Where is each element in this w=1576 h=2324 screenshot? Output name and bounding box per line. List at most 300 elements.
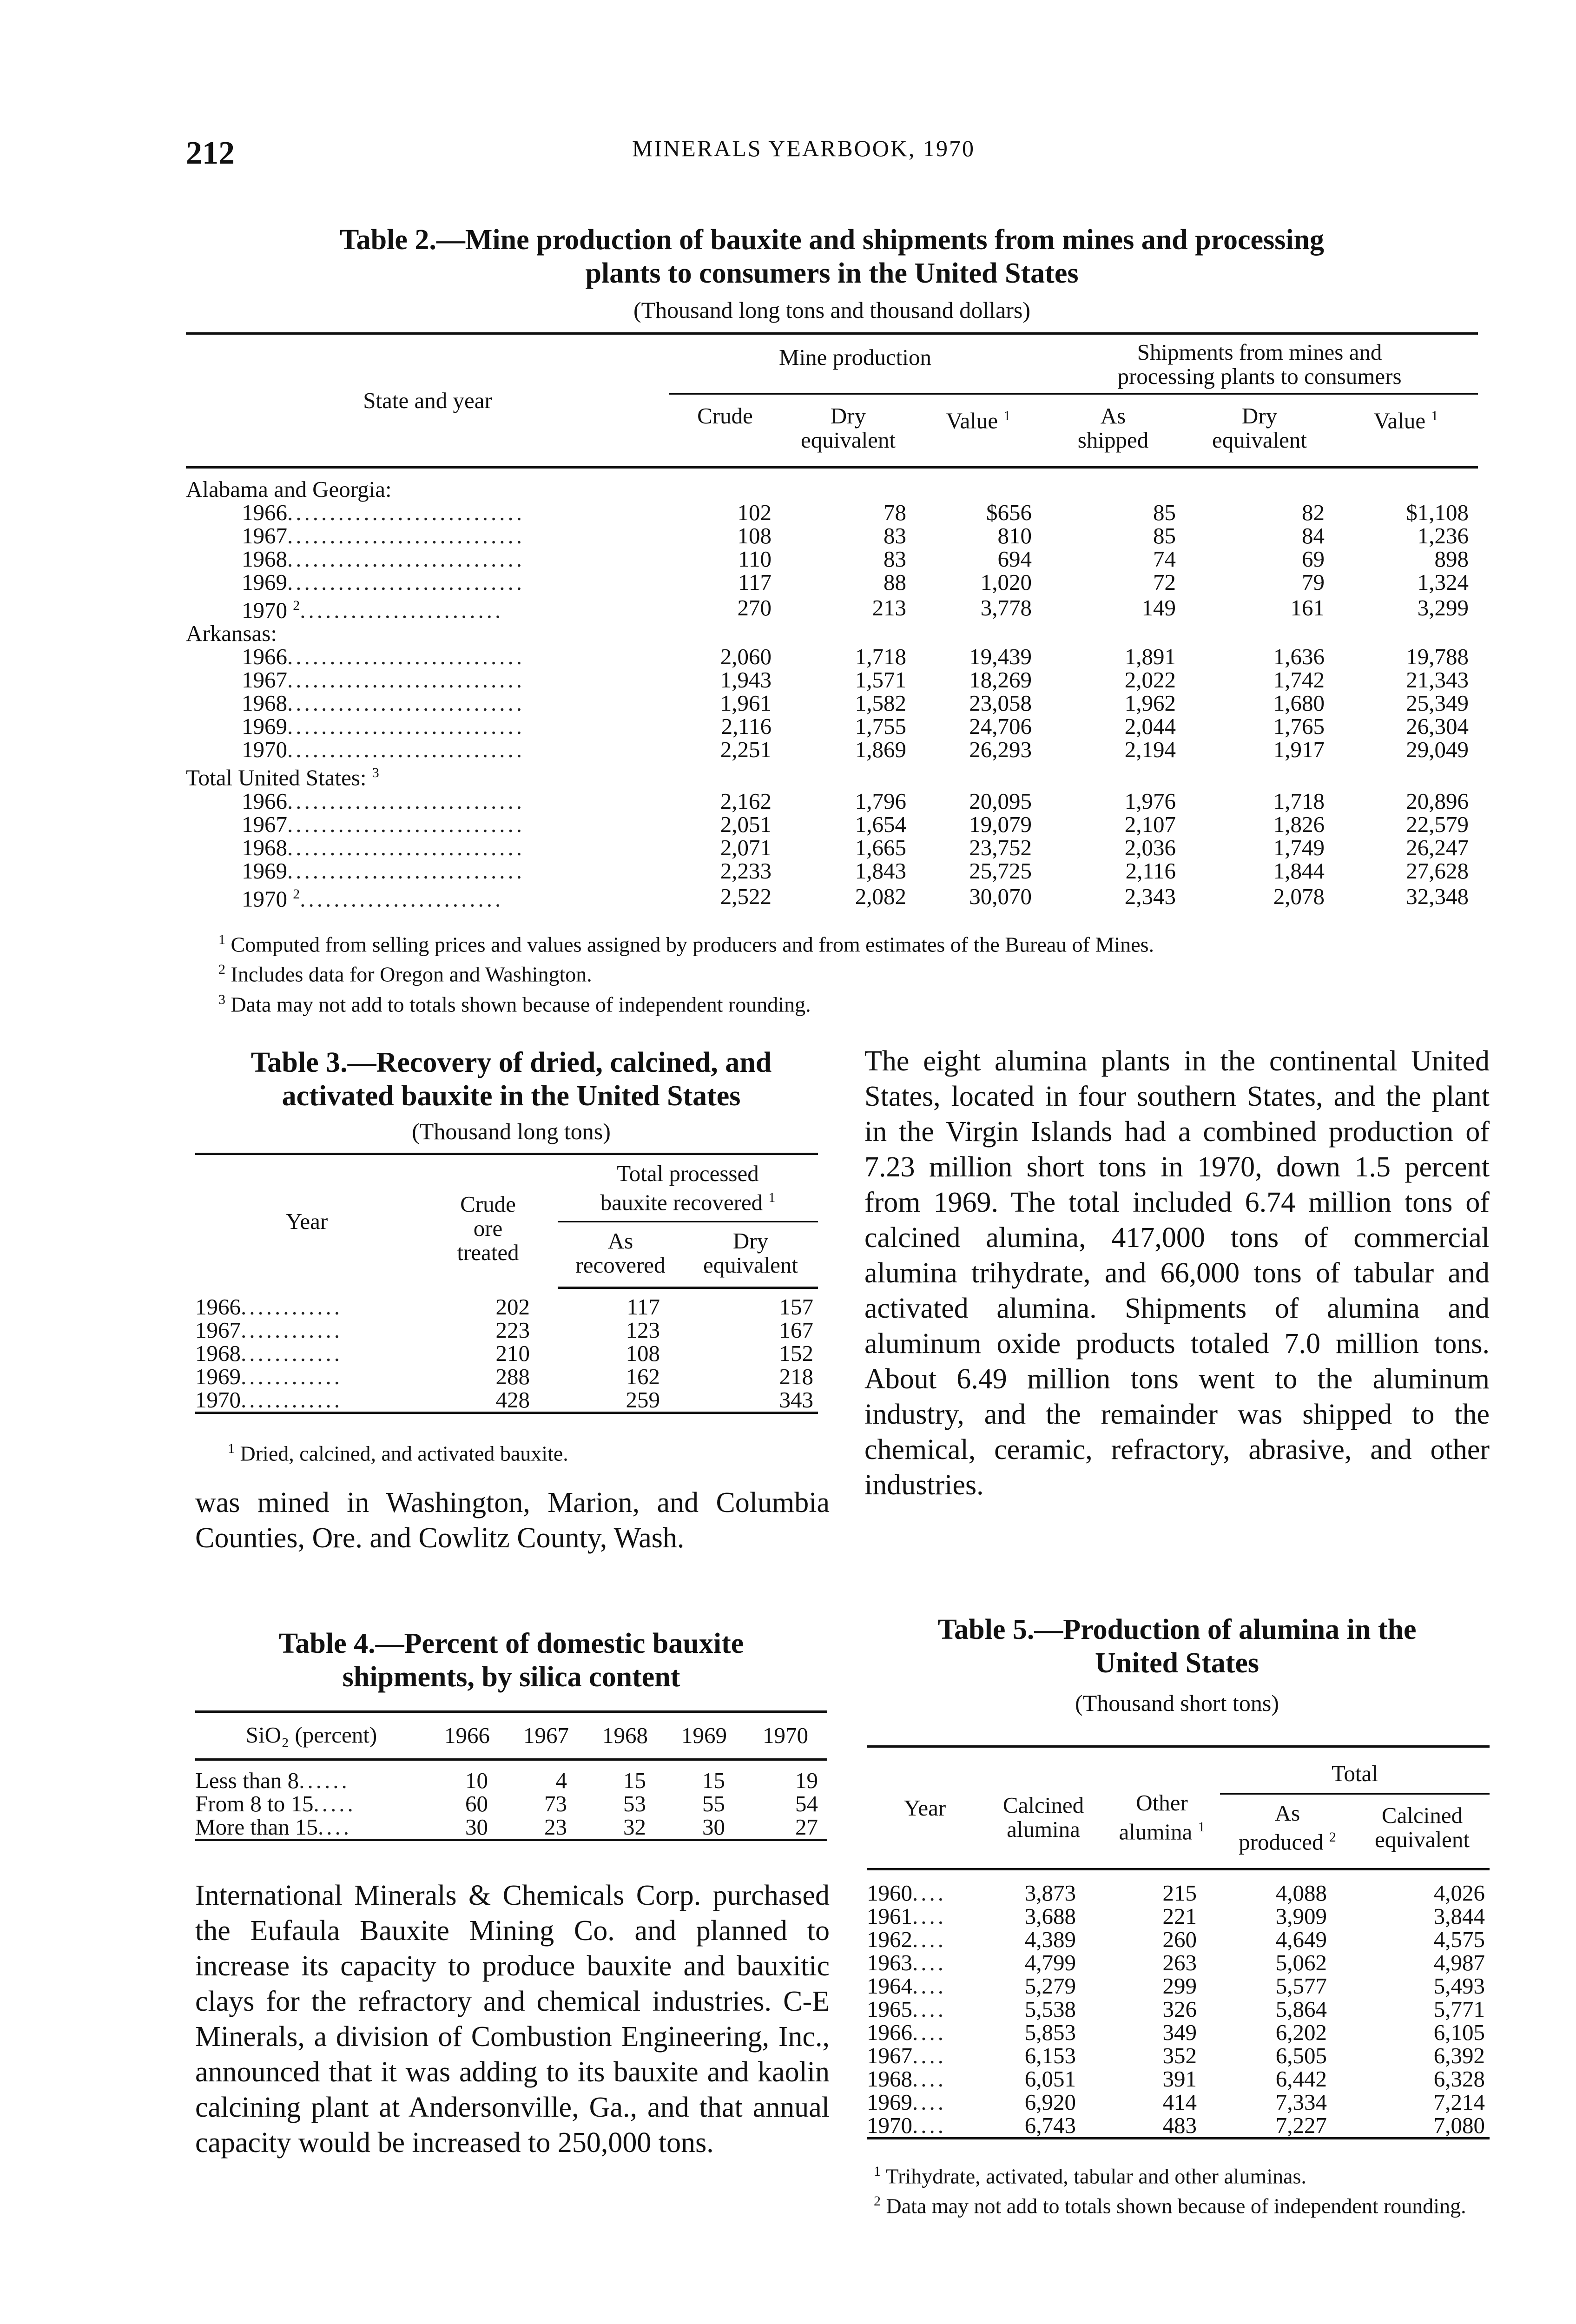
leader-dots: ........................ — [300, 885, 504, 911]
t2-year: 1968 — [242, 546, 287, 572]
t5-other: 326 — [1162, 1996, 1197, 2022]
t3-h-total: Total processed bauxite recovered $^1$ — [558, 1154, 818, 1222]
t2-dry: 1,869 — [855, 737, 906, 763]
t2-year-cell — [186, 813, 669, 836]
t5-other: 391 — [1162, 2066, 1197, 2092]
t2-crude: 2,233 — [720, 858, 772, 884]
table-row — [186, 715, 1478, 738]
leader-dots: .... — [912, 2020, 946, 2046]
t5-year: 1962 — [867, 1927, 912, 1953]
leader-dots: .... — [912, 1880, 946, 1906]
t5-h-calcined-eq: Calcined equivalent — [1374, 1802, 1470, 1853]
t2-dry: 213 — [872, 595, 906, 621]
t2-svalue: 3,299 — [1417, 595, 1469, 621]
t5-calcined-eq: 7,214 — [1433, 2089, 1485, 2115]
t5-year: 1960 — [867, 1880, 912, 1906]
t4-val: 55 — [702, 1791, 725, 1816]
t5-as-produced: 3,909 — [1275, 1903, 1327, 1929]
table-row — [186, 883, 1478, 911]
t2-group-label — [186, 622, 1478, 645]
table-row — [195, 1342, 818, 1365]
t2-sdry: 79 — [1302, 569, 1325, 595]
leader-dots: .... — [912, 2113, 946, 2139]
t2-svalue: 32,348 — [1406, 883, 1469, 909]
t4-label: From 8 to 15 — [195, 1791, 314, 1816]
t2-value: 23,752 — [969, 834, 1032, 860]
t4-label-cell — [195, 1792, 428, 1816]
t2-year-sup: 2 — [293, 598, 300, 613]
t2-as: 2,116 — [1125, 858, 1176, 884]
table-row — [195, 1760, 827, 1793]
t5-as-produced: 5,864 — [1275, 1996, 1327, 2022]
t3-year: 1968 — [195, 1340, 241, 1366]
t2-year-cell — [186, 668, 669, 692]
t2-as: 85 — [1153, 500, 1176, 525]
t5-other: 263 — [1162, 1950, 1197, 1976]
t3-dry: 218 — [779, 1363, 813, 1389]
t2-as: 2,194 — [1124, 737, 1176, 763]
text-right-1: The eight alumina plants in the continental United States, located in four southern States, and the plant in the Virgin Islands had a combined production of 7.23 million short tons in 1970, down 1.5 percent from 1969. The total included 6.74 million tons of calcined alumina, 417,000 tons of commercial alumina trihydrate, and 66,000 tons of tabular and activated alumina. Shipments of alumina and aluminum oxide products totaled 7.0 million tons. About 6.49 million tons went to the aluminum industry, and the remainder was shipped to the chemical, ceramic, refractory, abrasive, and other industries. — [864, 1045, 1490, 1501]
table2-grid — [186, 332, 1478, 911]
t4-label: Less than 8 — [195, 1768, 299, 1793]
t2-sdry: 1,680 — [1273, 690, 1325, 716]
t2-h-ship-value: Value $^1$ — [1373, 408, 1438, 434]
t2-value: 694 — [997, 546, 1032, 572]
t2-crude: 2,051 — [720, 811, 772, 837]
t2-h-crude: Crude — [697, 403, 753, 429]
t5-calcined: 5,279 — [1024, 1973, 1076, 1999]
leader-dots: .... — [912, 2043, 946, 2069]
t2-svalue: $1,108 — [1406, 500, 1469, 525]
t5-as-produced: 5,577 — [1275, 1973, 1327, 1999]
t5-calcined-eq: 6,328 — [1433, 2066, 1485, 2092]
t3-crude: 210 — [495, 1340, 530, 1366]
t2-dry: 1,843 — [855, 858, 906, 884]
page-number: 212 — [186, 135, 235, 171]
t2-crude: 270 — [737, 595, 772, 621]
t5-h-total: Total — [1220, 1747, 1490, 1794]
leader-dots: ............................ — [287, 788, 525, 814]
t2-year: 1967 — [242, 523, 287, 548]
t3-body — [195, 1288, 818, 1413]
t2-crude: 2,522 — [720, 883, 772, 909]
table-row — [195, 1288, 818, 1319]
t5-as-produced: 4,649 — [1275, 1927, 1327, 1953]
t5-calcined-eq: 7,080 — [1433, 2113, 1485, 2139]
t4-h-sio2: SiO₂ (percent) — [245, 1722, 377, 1748]
table-row — [195, 1816, 827, 1840]
t2-value: 810 — [997, 523, 1032, 548]
t5-h-year: Year — [903, 1795, 946, 1821]
t5-year-cell — [867, 2067, 983, 2091]
t2-sdry: 1,742 — [1273, 667, 1325, 693]
t2-year: 1969 — [242, 569, 287, 595]
t2-year-cell — [186, 571, 669, 594]
t4-h-year: 1970 — [763, 1723, 808, 1748]
t2-value: 30,070 — [969, 883, 1032, 909]
table5-subtitle: (Thousand short tons) — [1075, 1690, 1279, 1716]
t2-crude: 1,961 — [720, 690, 772, 716]
t2-group-row — [186, 761, 1478, 789]
t2-h-as-shipped: As shipped — [1077, 403, 1149, 453]
t5-year-cell — [867, 2044, 983, 2067]
t2-group-name: Arkansas: — [186, 621, 277, 647]
t5-calcined-eq: 4,026 — [1433, 1880, 1485, 1906]
t2-body — [186, 468, 1478, 911]
t5-year-cell — [867, 1974, 983, 1998]
t2-col-stub: State and year — [363, 387, 492, 413]
leader-dots: .... — [912, 1950, 946, 1976]
t2-sdry: 161 — [1290, 595, 1325, 621]
t5-calcined: 6,920 — [1024, 2089, 1076, 2115]
table-row — [186, 594, 1478, 622]
t2-footnote-3: $^3$ Data may not add to totals shown because of independent rounding. — [218, 991, 811, 1016]
t4-val: 19 — [795, 1768, 818, 1793]
leader-dots: .... — [912, 1903, 946, 1929]
t4-h-year: 1967 — [523, 1723, 569, 1748]
text-left-1: was mined in Washington, Marion, and Columbia Counties, Ore. and Cowlitz County, Wash. — [195, 1487, 830, 1554]
t2-as: 1,976 — [1124, 788, 1176, 814]
t3-year: 1966 — [195, 1294, 241, 1320]
t4-val: 23 — [544, 1814, 567, 1840]
table-row — [867, 2114, 1490, 2139]
table-row — [186, 548, 1478, 571]
table3-title: Table 3.—Recovery of dried, calcined, and activated bauxite in the United States — [251, 1047, 772, 1112]
t3-as: 123 — [626, 1317, 660, 1343]
t2-as: 2,022 — [1124, 667, 1176, 693]
table-row — [186, 501, 1478, 524]
t2-group-sup: 3 — [372, 765, 379, 781]
t3-year: 1970 — [195, 1386, 241, 1413]
table-row — [186, 668, 1478, 692]
t2-value: 23,058 — [969, 690, 1032, 716]
t2-svalue: 29,049 — [1406, 737, 1469, 763]
t3-crude: 428 — [495, 1386, 530, 1413]
t2-value: 19,079 — [969, 811, 1032, 837]
t3-year-cell — [195, 1342, 418, 1365]
t2-year-cell — [186, 883, 669, 911]
t2-crude: 2,162 — [720, 788, 772, 814]
leader-dots: ..... — [313, 1791, 356, 1816]
t5-year-cell — [867, 2091, 983, 2114]
t4-h-year: 1966 — [444, 1723, 490, 1748]
t2-svalue: 20,896 — [1406, 788, 1469, 814]
leader-dots: .... — [912, 2089, 946, 2115]
t5-calcined-eq: 5,493 — [1433, 1973, 1485, 1999]
t2-as: 2,107 — [1124, 811, 1176, 837]
leader-dots: ............................ — [287, 690, 525, 716]
t2-dry: 88 — [884, 569, 906, 595]
leader-dots: .... — [912, 1927, 946, 1953]
t2-sdry: 1,917 — [1273, 737, 1325, 763]
t5-footnote-2: $^2$ Data may not add to totals shown because of independent rounding. — [874, 2193, 1466, 2218]
t2-as: 149 — [1141, 595, 1176, 621]
t3-h-dry: Dry equivalent — [703, 1228, 798, 1278]
t4-val: 30 — [702, 1814, 725, 1840]
leader-dots: .... — [912, 1996, 946, 2022]
t5-as-produced: 5,062 — [1275, 1950, 1327, 1976]
running-head: MINERALS YEARBOOK, 1970 — [632, 135, 975, 161]
leader-dots: ........................ — [300, 597, 504, 623]
t2-group-label — [186, 761, 1478, 789]
t3-dry: 343 — [779, 1386, 813, 1413]
t2-svalue: 26,247 — [1406, 834, 1469, 860]
t3-footnote: $^1$ Dried, calcined, and activated bauxite. — [228, 1441, 568, 1466]
t4-val: 4 — [555, 1768, 567, 1793]
t2-svalue: 22,579 — [1406, 811, 1469, 837]
t2-year-cell — [186, 692, 669, 715]
t2-crude: 1,943 — [720, 667, 772, 693]
t2-dry: 83 — [884, 546, 906, 572]
t2-year-cell — [186, 790, 669, 813]
table-row — [186, 859, 1478, 883]
t5-as-produced: 7,334 — [1275, 2089, 1327, 2115]
t5-year: 1970 — [867, 2113, 912, 2139]
t4-body — [195, 1760, 827, 1840]
t2-dry: 1,582 — [855, 690, 906, 716]
t4-val: 27 — [795, 1814, 818, 1840]
t5-year-cell — [867, 1869, 983, 1905]
table-row — [186, 836, 1478, 859]
t2-sdry: 1,636 — [1273, 644, 1325, 670]
t2-h-value: Value $^1$ — [946, 408, 1011, 434]
t5-year: 1961 — [867, 1903, 912, 1929]
t5-year: 1968 — [867, 2066, 912, 2092]
t5-calcined: 6,051 — [1024, 2066, 1076, 2092]
t5-year-cell — [867, 2021, 983, 2044]
t2-dry: 1,665 — [855, 834, 906, 860]
t2-crude: 102 — [737, 500, 772, 525]
t3-h-year: Year — [285, 1208, 328, 1234]
table4-grid — [195, 1710, 827, 1841]
t2-year-sup: 2 — [293, 886, 300, 902]
t3-year-cell — [195, 1365, 418, 1388]
table-row — [186, 692, 1478, 715]
t2-dry: 2,082 — [855, 883, 906, 909]
t5-year: 1967 — [867, 2043, 912, 2069]
t5-year: 1965 — [867, 1996, 912, 2022]
t2-year: 1967 — [242, 667, 287, 693]
t2-year: 1968 — [242, 690, 287, 716]
t3-crude: 202 — [495, 1294, 530, 1320]
t2-sdry: 82 — [1302, 500, 1325, 525]
t2-year: 1967 — [242, 811, 287, 837]
t5-calcined: 3,688 — [1024, 1903, 1076, 1929]
leader-dots: ............................ — [287, 811, 525, 837]
t2-crude: 117 — [738, 569, 772, 595]
t5-calcined: 5,853 — [1024, 2020, 1076, 2046]
table-row — [867, 2044, 1490, 2067]
t2-svalue: 26,304 — [1406, 713, 1469, 739]
t2-value: 25,725 — [969, 858, 1032, 884]
t2-h-dry: Dry equivalent — [800, 403, 896, 453]
table-row — [867, 1951, 1490, 1974]
t5-year-cell — [867, 1905, 983, 1928]
t3-as: 259 — [626, 1386, 660, 1413]
t2-footnote-2: $^2$ Includes data for Oregon and Washington. — [218, 962, 592, 986]
table4 — [195, 1710, 827, 1841]
t2-value: 26,293 — [969, 737, 1032, 763]
leader-dots: ............ — [241, 1363, 343, 1389]
t3-h-crude: Crude ore treated — [457, 1191, 519, 1265]
t2-crude: 2,251 — [720, 737, 772, 763]
t4-val: 60 — [465, 1791, 488, 1816]
t4-h-year: 1968 — [602, 1723, 648, 1748]
t2-value: 3,778 — [980, 595, 1032, 621]
table2-title: Table 2.—Mine production of bauxite and shipments from mines and processing plants to consumers in the United States — [339, 224, 1325, 289]
t3-year: 1967 — [195, 1317, 241, 1343]
t4-label-cell — [195, 1816, 428, 1840]
t2-year: 1966 — [242, 644, 287, 670]
t2-as: 85 — [1153, 523, 1176, 548]
t5-calcined-eq: 5,771 — [1433, 1996, 1485, 2022]
table-row — [186, 790, 1478, 813]
t5-as-produced: 6,442 — [1275, 2066, 1327, 2092]
t2-year-cell — [186, 859, 669, 883]
t2-dry: 78 — [884, 500, 906, 525]
t2-group-name: Total United States: — [186, 765, 367, 791]
t5-other: 215 — [1162, 1880, 1197, 1906]
leader-dots: ............................ — [287, 737, 525, 763]
table-row — [195, 1792, 827, 1816]
t5-calcined: 4,799 — [1024, 1950, 1076, 1976]
t2-crude: 108 — [737, 523, 772, 548]
t2-h-ship-dry: Dry equivalent — [1212, 403, 1307, 453]
t2-year: 1970 — [242, 737, 287, 763]
text-left-2: International Minerals & Chemicals Corp. purchased the Eufaula Bauxite Mining Co. and planned to increase its capacity to produce bauxite and bauxitic clays for the refractory and chemical industries. C-E Minerals, a division of Combustion Engineering, Inc., announced that it was adding to its bauxite and kaolin calcining plant at Andersonville, Ga., and that annual capacity would be increased to 250,000 tons. — [195, 1880, 830, 2159]
t3-as: 162 — [626, 1363, 660, 1389]
t2-year-cell — [186, 645, 669, 668]
table3 — [195, 1153, 818, 1414]
t2-as: 2,343 — [1124, 883, 1176, 909]
table2 — [186, 332, 1478, 911]
t5-calcined: 6,743 — [1024, 2113, 1076, 2139]
t2-value: 24,706 — [969, 713, 1032, 739]
t5-body — [867, 1869, 1490, 2139]
table-row — [867, 1928, 1490, 1951]
t5-year-cell — [867, 1951, 983, 1974]
t5-year: 1963 — [867, 1950, 912, 1976]
t5-as-produced: 4,088 — [1275, 1880, 1327, 1906]
t4-label-cell — [195, 1760, 428, 1793]
t5-other: 349 — [1162, 2020, 1197, 2046]
leader-dots: ............ — [241, 1294, 343, 1320]
t2-group-name: Alabama and Georgia: — [186, 476, 392, 502]
table5-title: Table 5.—Production of alumina in the United States — [937, 1614, 1417, 1679]
table-row — [186, 571, 1478, 594]
t4-h-year: 1969 — [681, 1723, 727, 1748]
t4-val: 53 — [623, 1791, 646, 1816]
t4-val: 54 — [795, 1791, 818, 1816]
t2-value: 20,095 — [969, 788, 1032, 814]
t2-sdry: 2,078 — [1273, 883, 1325, 909]
t5-year: 1964 — [867, 1973, 912, 1999]
t5-other: 260 — [1162, 1927, 1197, 1953]
t2-footnote-1: $^1$ Computed from selling prices and values assigned by producers and from estimates of the Bureau of Mines. — [218, 932, 1154, 957]
leader-dots: .... — [912, 1973, 946, 1999]
t5-calcined-eq: 6,105 — [1433, 2020, 1485, 2046]
t2-year-cell — [186, 715, 669, 738]
t2-group-mine: Mine production — [669, 334, 1041, 394]
t3-dry: 157 — [779, 1294, 813, 1320]
table-row — [867, 1998, 1490, 2021]
t2-svalue: 21,343 — [1406, 667, 1469, 693]
t2-dry: 1,755 — [855, 713, 906, 739]
t5-calcined-eq: 3,844 — [1433, 1903, 1485, 1929]
t2-group-row — [186, 622, 1478, 645]
leader-dots: ............................ — [287, 523, 525, 548]
table-row — [867, 1974, 1490, 1998]
table-row — [195, 1365, 818, 1388]
t5-year-cell — [867, 1998, 983, 2021]
leader-dots: ............ — [241, 1386, 343, 1413]
t5-year: 1969 — [867, 2089, 912, 2115]
t2-group-ship: Shipments from mines and processing plants to consumers — [1041, 334, 1478, 394]
leader-dots: ............................ — [287, 546, 525, 572]
t4-header — [195, 1712, 827, 1760]
t3-year-cell — [195, 1319, 418, 1342]
table2-subtitle: (Thousand long tons and thousand dollars) — [633, 297, 1031, 323]
leader-dots: ............................ — [287, 667, 525, 693]
t2-dry: 83 — [884, 523, 906, 548]
leader-dots: ............................ — [287, 569, 525, 595]
t5-calcined-eq: 4,575 — [1433, 1927, 1485, 1953]
leader-dots: .... — [318, 1814, 352, 1840]
t3-dry: 152 — [779, 1340, 813, 1366]
t5-other: 299 — [1162, 1973, 1197, 1999]
t5-year-cell — [867, 2114, 983, 2139]
t2-sdry: 1,749 — [1273, 834, 1325, 860]
t5-h-calcined: Calcined alumina — [1002, 1792, 1084, 1842]
table5-grid — [867, 1745, 1490, 2139]
t2-dry: 1,718 — [855, 644, 906, 670]
t3-year-cell — [195, 1288, 418, 1319]
t2-year-cell — [186, 548, 669, 571]
t2-as: 2,044 — [1124, 713, 1176, 739]
t2-sdry: 1,765 — [1273, 713, 1325, 739]
leader-dots: ............................ — [287, 500, 525, 525]
t2-as: 74 — [1153, 546, 1176, 572]
t2-year-cell — [186, 524, 669, 548]
t2-svalue: 1,324 — [1417, 569, 1469, 595]
t5-as-produced: 6,505 — [1275, 2043, 1327, 2069]
t5-calcined: 5,538 — [1024, 1996, 1076, 2022]
t2-sdry: 69 — [1302, 546, 1325, 572]
t2-year: 1966 — [242, 500, 287, 525]
t2-crude: 2,060 — [720, 644, 772, 670]
table5-footnotes — [874, 2159, 1492, 2219]
t2-value: $656 — [986, 500, 1032, 525]
table5 — [867, 1745, 1490, 2139]
table2-footnotes — [218, 927, 1497, 1017]
t2-svalue: 27,628 — [1406, 858, 1469, 884]
t3-h-as: As recovered — [575, 1228, 666, 1278]
leader-dots: .... — [912, 2066, 946, 2092]
t2-dry: 1,571 — [855, 667, 906, 693]
t2-value: 19,439 — [969, 644, 1032, 670]
t2-sdry: 84 — [1302, 523, 1325, 548]
leader-dots: ............ — [241, 1340, 343, 1366]
leader-dots: ............................ — [287, 644, 525, 670]
t2-year-cell — [186, 738, 669, 761]
table-row — [867, 2067, 1490, 2091]
t5-as-produced: 7,227 — [1275, 2113, 1327, 2139]
t4-val: 15 — [623, 1768, 646, 1793]
t5-calcined: 4,389 — [1024, 1927, 1076, 1953]
t5-calcined-eq: 6,392 — [1433, 2043, 1485, 2069]
t5-as-produced: 6,202 — [1275, 2020, 1327, 2046]
table-row — [195, 1388, 818, 1413]
